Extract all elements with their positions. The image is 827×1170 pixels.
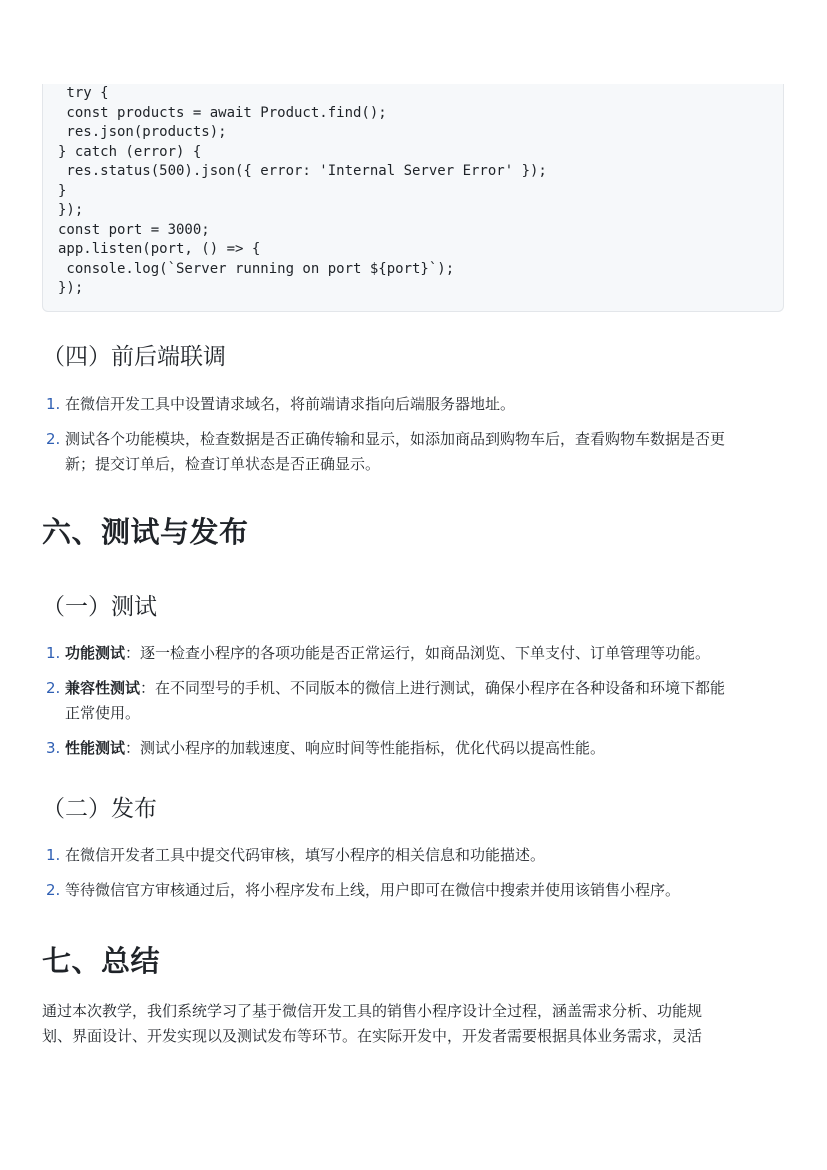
code-line: }); bbox=[58, 202, 84, 218]
list-item-line bbox=[65, 676, 802, 701]
list-item-bold: 功能测试 bbox=[65, 644, 126, 662]
code-line: } bbox=[58, 182, 67, 199]
list-number: 1. bbox=[46, 846, 61, 864]
list-number: 1. bbox=[46, 395, 61, 413]
list-item-text: 在微信开发工具中设置请求域名，将前端请求指向后端服务器地址。 bbox=[65, 395, 516, 413]
code-line: console.log(`Server running on port ${port}`); bbox=[58, 260, 455, 277]
paragraph-line: 划、界面设计、开发实现以及测试发布等环节。在实际开发中，开发者需要根据具体业务需求，灵活 bbox=[42, 1027, 703, 1045]
code-line: }); bbox=[58, 280, 84, 296]
list-item-line: 正常使用。 bbox=[65, 704, 141, 722]
list-item-text bbox=[65, 736, 802, 761]
list-number: 2. bbox=[46, 430, 61, 448]
code-line: try { bbox=[58, 85, 109, 101]
list-number: 2. bbox=[46, 679, 61, 697]
list-number: 2. bbox=[46, 881, 61, 899]
list-item-desc: ：测试小程序的加载速度、响应时间等性能指标，优化代码以提高性能。 bbox=[125, 739, 606, 757]
code-line: const products = await Product.find(); bbox=[58, 104, 387, 121]
code-block bbox=[42, 84, 784, 312]
code-line: res.json(products); bbox=[58, 124, 227, 140]
section-heading-frontend-backend: （四）前后端联调 bbox=[42, 344, 226, 370]
list-item-text bbox=[65, 641, 802, 666]
list-item-bold: 兼容性测试 bbox=[65, 679, 141, 697]
list-item-desc: ：逐一检查小程序的各项功能是否正常运行，如商品浏览、下单支付、订单管理等功能。 bbox=[125, 644, 711, 662]
list-item-desc: ：在不同型号的手机、不同版本的微信上进行测试，确保小程序在各种设备和环境下都能 bbox=[140, 679, 726, 697]
section-heading-seven: 七、总结 bbox=[42, 944, 161, 978]
list-item-line: 测试各个功能模块，检查数据是否正确传输和显示，如添加商品到购物车后，查看购物车数据是否更 bbox=[65, 430, 726, 448]
code-line: app.listen(port, () => { bbox=[58, 241, 261, 257]
section-heading-release: （二）发布 bbox=[42, 796, 157, 822]
section-heading-testing: （一）测试 bbox=[42, 594, 157, 620]
list-item-text: 在微信开发者工具中提交代码审核，填写小程序的相关信息和功能描述。 bbox=[65, 846, 546, 864]
list-number: 3. bbox=[46, 739, 61, 757]
code-line: const port = 3000; bbox=[58, 221, 210, 238]
summary-paragraph bbox=[42, 999, 782, 1049]
list-item-line: 新；提交订单后，检查订单状态是否正确显示。 bbox=[65, 455, 381, 473]
code-lines bbox=[58, 84, 547, 299]
list-item-text bbox=[65, 676, 802, 726]
code-line: } catch (error) { bbox=[58, 143, 202, 160]
list-item-text: 等待微信官方审核通过后，将小程序发布上线，用户即可在微信中搜索并使用该销售小程序。 bbox=[65, 881, 681, 899]
list-number: 1. bbox=[46, 644, 61, 662]
list-item-bold: 性能测试 bbox=[65, 739, 126, 757]
list-item-text bbox=[65, 427, 802, 477]
code-line: res.status(500).json({ error: 'Internal Server Error' }); bbox=[58, 163, 547, 179]
paragraph-line: 通过本次教学，我们系统学习了基于微信开发工具的销售小程序设计全过程，涵盖需求分析、功能规 bbox=[42, 1002, 703, 1020]
section-heading-six: 六、测试与发布 bbox=[42, 515, 249, 549]
